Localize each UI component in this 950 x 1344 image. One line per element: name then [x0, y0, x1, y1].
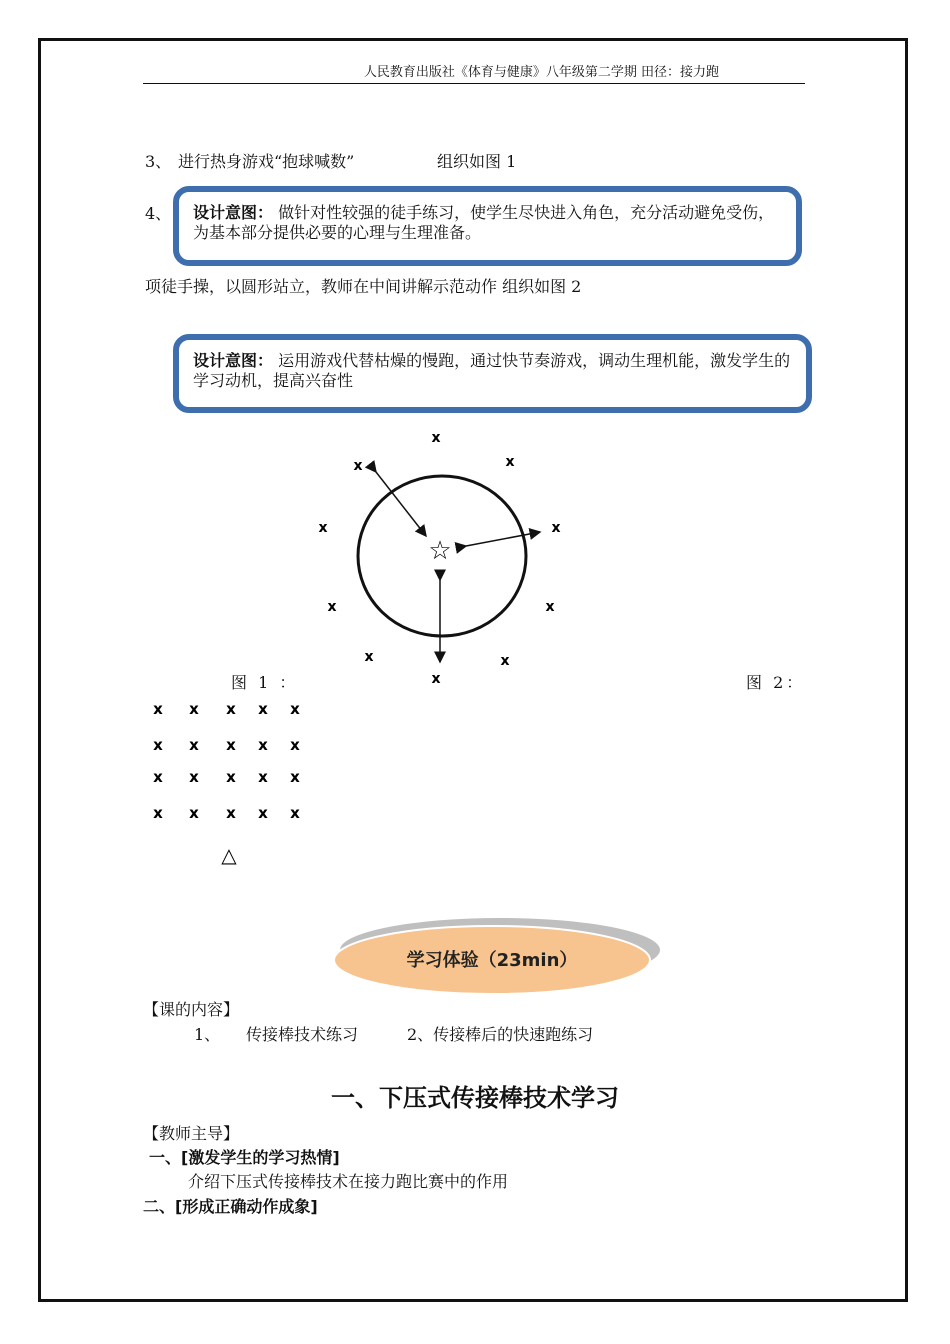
student-marker: x	[153, 804, 163, 822]
student-marker: x	[318, 520, 328, 536]
design-intent-text: 做针对性较强的徒手练习，使学生尽快进入角色，充分活动避免受伤，为基本部分提供必要的心理与生理准备。	[193, 203, 775, 242]
student-marker: x	[258, 700, 268, 718]
student-marker: x	[431, 430, 441, 446]
student-marker: x	[226, 768, 236, 786]
content-item-1-number: 1、	[194, 1025, 221, 1044]
content-item-1: 传接棒技术练习	[246, 1025, 359, 1044]
content-heading: 【课的内容】	[143, 1000, 240, 1019]
student-marker: x	[189, 768, 199, 786]
design-intent-box-2	[173, 334, 812, 413]
teacher-point-1: 一、[激发学生的学习热情]	[149, 1148, 340, 1167]
design-intent-label: 设计意图：	[193, 351, 274, 370]
teacher-heading: 【教师主导】	[143, 1124, 240, 1143]
grid-formation-diagram	[150, 698, 320, 868]
student-marker: x	[290, 768, 300, 786]
circle-formation-diagram	[300, 420, 600, 690]
student-marker: x	[226, 700, 236, 718]
section-title: 一、下压式传接棒技术学习	[331, 1084, 619, 1112]
student-marker: x	[258, 736, 268, 754]
warmup-line: 项徒手操，以圆形站立，教师在中间讲解示范动作 组织如图 2	[145, 277, 582, 296]
teacher-triangle-icon: △	[221, 843, 237, 867]
student-marker: x	[545, 599, 555, 615]
item-4-number: 4、	[145, 204, 172, 223]
figure-1-label: 图 1 ：	[231, 673, 299, 692]
item-3-text: 进行热身游戏“抱球喊数”	[178, 152, 355, 171]
teacher-star-icon: ☆	[428, 536, 452, 566]
student-marker: x	[364, 649, 374, 665]
student-marker: x	[500, 653, 510, 669]
item-3-number: 3、	[145, 152, 172, 171]
item-3-org: 组织如图 1	[437, 152, 517, 171]
learning-experience-title: 学习体验（23min）	[406, 950, 578, 971]
student-marker: x	[327, 599, 337, 615]
student-marker: x	[353, 458, 363, 474]
student-marker: x	[290, 700, 300, 718]
design-intent-label: 设计意图：	[193, 203, 274, 222]
learning-experience-badge	[330, 912, 670, 1002]
content-item-2: 2、传接棒后的快速跑练习	[407, 1025, 594, 1044]
student-marker: x	[189, 804, 199, 822]
student-marker: x	[290, 736, 300, 754]
student-marker: x	[226, 804, 236, 822]
student-marker: x	[431, 671, 441, 687]
arrow-line	[376, 472, 426, 536]
teacher-point-1-text: 介绍下压式传接棒技术在接力跑比赛中的作用	[188, 1172, 509, 1191]
student-marker: x	[226, 736, 236, 754]
student-marker: x	[189, 700, 199, 718]
student-marker: x	[258, 804, 268, 822]
design-intent-text: 运用游戏代替枯燥的慢跑，通过快节奏游戏，调动生理机能，激发学生的学习动机，提高兴奋性	[193, 351, 791, 390]
student-marker: x	[551, 520, 561, 536]
figure-2-label: 图 2：	[746, 673, 806, 692]
arrow-line	[466, 532, 540, 546]
student-marker: x	[505, 454, 515, 470]
teacher-point-2: 二、[形成正确动作成象]	[143, 1197, 318, 1216]
student-marker: x	[153, 736, 163, 754]
student-marker: x	[258, 768, 268, 786]
student-marker: x	[153, 768, 163, 786]
design-intent-box-1	[173, 186, 802, 266]
student-marker: x	[189, 736, 199, 754]
student-marker: x	[290, 804, 300, 822]
student-marker: x	[153, 700, 163, 718]
page-header: 人民教育出版社《体育与健康》八年级第二学期 田径：接力跑	[143, 64, 805, 84]
